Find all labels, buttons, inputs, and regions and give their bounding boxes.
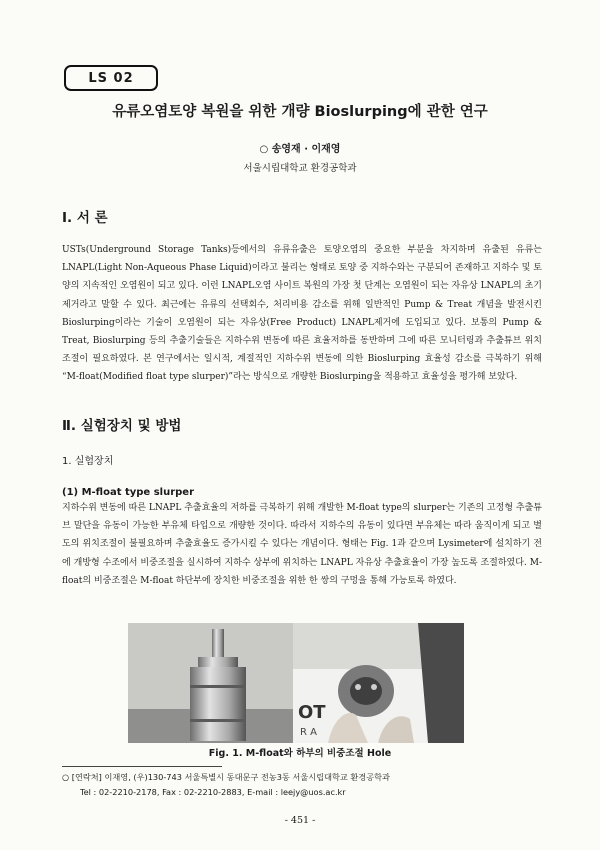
footnote-tel: Tel : 02-2210-2178, Fax : 02-2210-2883, E-mail : leejy@uos.ac.kr bbox=[80, 787, 346, 797]
footnote-divider bbox=[62, 766, 222, 767]
figure-photo bbox=[128, 623, 464, 743]
session-code: LS 02 bbox=[88, 70, 134, 86]
intro-paragraph: USTs(Underground Storage Tanks)등에서의 유류유출은 토양오염의 중요한 부분을 차지하며 유출된 유류는 LNAPL(Light Non-Aqueous Phase Liquid)이라고 불리는 형태로 토양 중 지하수와는 구분되어 존재하고 지하수 및 토양의 지속적인 오염원이 되고 있다. 이런 LNAPL오염 사이트 복원의 가장 첫 단계는 오염원이 되는 자유상 LNAPL의 초기 제거라고 말할 수 있다. 최근에는 유류의 선택회수, 처리비용 감소를 위해 일반적인 Pump & Treat 개념을 발전시킨 Bioslurping이라는 기술이 오염원이 되는 자유상(Free Product) LNAPL제거에 도입되고 있다. 보통의 Pump & Treat, Bioslurping 등의 추출기술들은 지하수위 변동에 따른 효율저하를 동반하며 그에 따른 모니터링과 추출튜브 위치조절이 필요하였다. 본 연구에서는 일시적, 계절적인 지하수위 변동에 의한 Bioslurping 효율성 감소를 극복하기 위해 “M-float(Modified float type slurper)”라는 방식으로 개량한 Bioslurping을 적용하고 효율성을 평가해 보았다. bbox=[62, 245, 542, 383]
subsection-heading: 1. 실험장치 bbox=[62, 456, 114, 467]
paper-title: 유류오염토양 복원을 위한 개량 Bioslurping에 관한 연구 bbox=[112, 104, 488, 120]
section-heading-intro: Ⅰ. 서 론 bbox=[62, 210, 108, 226]
subsubsection-heading: (1) M-float type slurper bbox=[62, 487, 194, 498]
figure-caption: Fig. 1. M-float와 하부의 비중조절 Hole bbox=[208, 748, 392, 759]
session-code-box bbox=[64, 65, 158, 91]
m-float-photo bbox=[128, 623, 464, 743]
svg-text:R A: R A bbox=[300, 727, 317, 738]
page-number: - 451 - bbox=[284, 815, 316, 826]
footnote-contact: ○ [연락처] 이재영, (우)130-743 서울특별시 동대문구 전농3동 서울시립대학교 환경공학과 bbox=[62, 772, 390, 782]
svg-text:OT: OT bbox=[298, 702, 326, 723]
section-heading-methods: Ⅱ. 실험장치 및 방법 bbox=[62, 418, 182, 434]
authors: ○ 송영재 · 이재영 bbox=[259, 144, 341, 155]
affiliation: 서울시립대학교 환경공학과 bbox=[243, 163, 357, 174]
methods-paragraph: 지하수위 변동에 따른 LNAPL 추출효율의 저하를 극복하기 위해 개발한 M-float type의 slurper는 기존의 고정형 추출튜브 말단을 유동이 가능한 부유체 타입으로 개량한 것이다. 따라서 지하수의 유동이 있다면 부유체는 따라 움직이게 되고 별도의 위치조절이 불필요하며 추출효율도 증가시킬 수 있다는 개념이다. 형태는 Fig. 1과 같으며 Lysimeter에 설치하기 전에 개방형 수조에서 비중조절을 실시하여 지하수 상부에 위치하는 LNAPL 자유상 추출효율이 가장 높도록 조절하였다. M-float의 비중조절은 M-float 하단부에 장치한 비중조절을 위한 한 쌍의 구멍을 통해 가능토록 하였다. bbox=[62, 503, 542, 586]
